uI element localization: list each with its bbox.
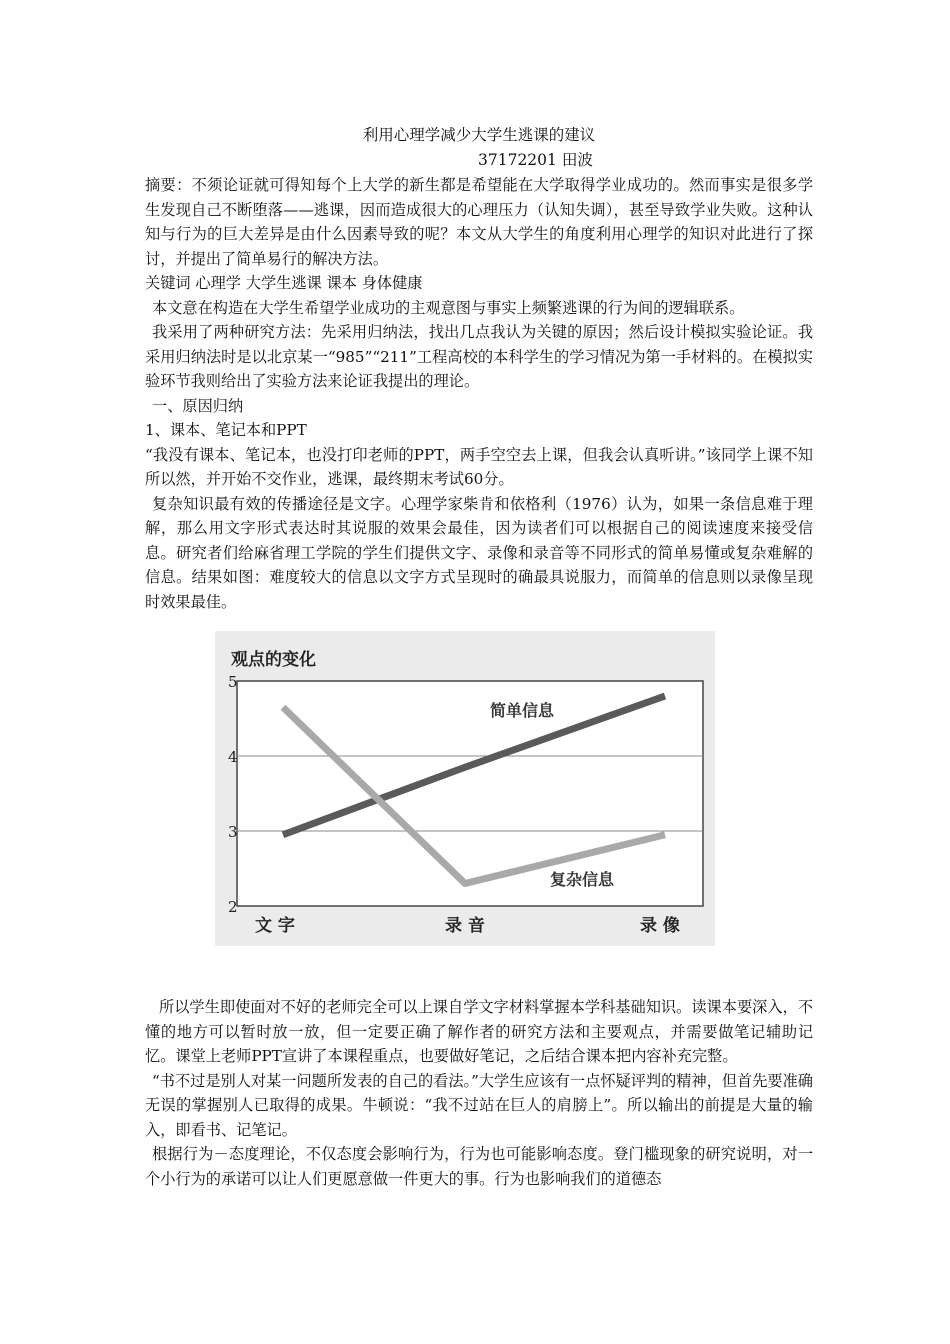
author-line: 37172201 田波 xyxy=(478,151,593,169)
research-paragraph: 复杂知识最有效的传播途径是文字。心理学家柴肯和依格利（1976）认为，如果一条信息难于理解，那么用文字形式表达时其说服的效果会最佳，因为读者们可以根据自己的阅读速度来接受信息。研究者们给麻省理工学院的学生们提供文字、录像和录音等不同形式的简单易懂或复杂难解的信息。结果如图：难度较大的信息以文字方式呈现时的确最具说服力，而简单的信息则以录像呈现时效果最佳。 xyxy=(145,494,813,611)
document-title: 利用心理学减少大学生逃课的建议 xyxy=(362,126,596,144)
plot-area xyxy=(237,681,703,906)
x-tick-label: 录 像 xyxy=(640,916,680,936)
intro-paragraph: 本文意在构造在大学生希望学业成功的主观意图与事实上频繁逃课的行为间的逻辑联系。 xyxy=(152,298,745,317)
y-tick-label: 2 xyxy=(228,898,238,916)
method-paragraph: 我采用了两种研究方法：先采用归纳法，找出几点我认为关键的原因；然后设计模拟实验论证。我采用归纳法时是以北京某一“985”“211”工程高校的本科学生的学习情况为第一手材料的。在模拟实验环节我则给出了实验方法来论证我提出的理论。 xyxy=(145,323,813,390)
body-bottom xyxy=(145,995,813,1191)
y-tick-label: 3 xyxy=(228,823,238,841)
series-label: 复杂信息 xyxy=(550,870,615,889)
body-top xyxy=(145,173,813,614)
series-label: 简单信息 xyxy=(490,701,555,720)
quote-paragraph: “我没有课本、笔记本，也没打印老师的PPT，两手空空去上课，但我会认真听讲。”该同学上课不知所以然，并开始不交作业，逃课，最终期末考试60分。 xyxy=(145,445,813,488)
books-paragraph: “书不过是别人对某一问题所发表的自己的看法。”大学生应该有一点怀疑评判的精神，但首先要准确无误的掌握别人已取得的成果。牛顿说：“我不过站在巨人的肩膀上”。所以输出的前提是大量的输入，即看书、记笔记。 xyxy=(145,1071,813,1139)
section-heading: 一、原因归纳 xyxy=(152,396,244,415)
figure-chart xyxy=(215,631,715,946)
chart-title: 观点的变化 xyxy=(231,650,316,670)
x-tick-label: 文 字 xyxy=(255,916,295,936)
behavior-paragraph: 根据行为－态度理论，不仅态度会影响行为，行为也可能影响态度。登门槛现象的研究说明，对一个小行为的承诺可以让人们更愿意做一件更大的事。行为也影响我们的道德态 xyxy=(145,1145,813,1188)
keywords-line: 关键词 心理学 大学生逃课 课本 身体健康 xyxy=(145,274,423,292)
x-tick-label: 录 音 xyxy=(445,916,485,936)
conclusion-paragraph: 所以学生即使面对不好的老师完全可以上课自学文字材料掌握本学科基础知识。读课本要深入，不懂的地方可以暂时放一放，但一定要正确了解作者的研究方法和主要观点，并需要做笔记辅助记忆。课堂上老师PPT宣讲了本课程重点，也要做好笔记，之后结合课本把内容补充完整。 xyxy=(145,998,813,1065)
line-chart xyxy=(215,631,715,946)
subsection-heading: 1、课本、笔记本和PPT xyxy=(145,421,307,439)
y-tick-label: 4 xyxy=(228,748,238,766)
abstract-paragraph: 摘要：不须论证就可得知每个上大学的新生都是希望能在大学取得学业成功的。然而事实是很多学生发现自己不断堕落——逃课，因而造成很大的心理压力（认知失调），甚至导致学业失败。这种认知与行为的巨大差异是由什么因素导致的呢？本文从大学生的角度利用心理学的知识对此进行了探讨，并提出了简单易行的解决方法。 xyxy=(145,176,813,268)
y-tick-label: 5 xyxy=(228,673,238,691)
